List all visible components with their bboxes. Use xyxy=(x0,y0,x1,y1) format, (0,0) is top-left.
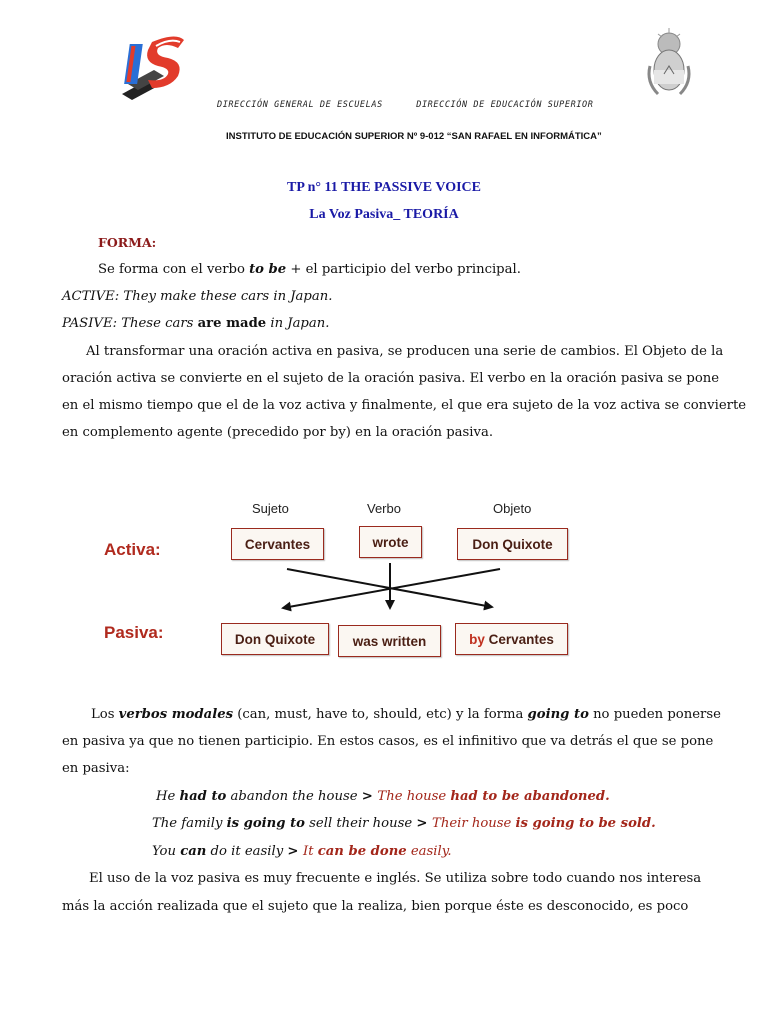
para1-line1: Al transformar una oración activa en pasiva, se producen una serie de cambios. El Objeto de la xyxy=(86,344,724,359)
box-active-subject: Cervantes xyxy=(231,528,324,560)
forma-heading: FORMA: xyxy=(98,235,157,250)
modales-line1: Los verbos modales (can, must, have to, should, etc) y la forma going to no pueden ponerse xyxy=(91,707,721,722)
box-active-object: Don Quixote xyxy=(457,528,568,560)
box-passive-verb: was written xyxy=(338,625,441,657)
para2-line1: El uso de la voz pasiva es muy frecuente e inglés. Se utiliza sobre todo cuando nos interesa xyxy=(89,871,702,886)
para1-line3: en el mismo tiempo que el de la voz activa y finalmente, el que era sujeto de la voz activa se convierte xyxy=(62,398,747,413)
page-subtitle: La Voz Pasiva_ TEORÍA xyxy=(309,207,459,222)
box-active-verb: wrote xyxy=(359,526,422,558)
modales-line3: en pasiva: xyxy=(62,761,130,776)
example-going-to: The family is going to sell their house > Their house is going to be sold. xyxy=(152,816,656,831)
coat-of-arms-seal xyxy=(644,26,694,100)
ies-logo xyxy=(118,28,188,100)
modales-line2: en pasiva ya que no tienen participio. En estos casos, es el infinitivo que va detrás el que se pone xyxy=(62,734,714,749)
para2-line2: más la acción realizada que el sujeto que la realiza, bien porque éste es desconocido, es poco xyxy=(62,899,689,914)
active-example: ACTIVE: They make these cars in Japan. xyxy=(62,289,333,304)
page-title: TP n° 11 THE PASSIVE VOICE xyxy=(287,180,481,195)
forma-rule: Se forma con el verbo to be + el participio del verbo principal. xyxy=(98,262,521,277)
diagram-col-subject: Sujeto xyxy=(252,501,289,516)
header-direccion-superior: DIRECCIÓN DE EDUCACIÓN SUPERIOR xyxy=(416,100,594,110)
example-had-to: He had to abandon the house > The house had to be abandoned. xyxy=(156,789,610,804)
box-passive-agent: by Cervantes xyxy=(455,623,568,655)
header-direccion-general: DIRECCIÓN GENERAL DE ESCUELAS xyxy=(217,100,383,110)
passive-example: PASIVE: These cars are made in Japan. xyxy=(62,316,330,331)
box-passive-subject: Don Quixote xyxy=(221,623,329,655)
diagram-col-object: Objeto xyxy=(493,501,532,516)
para1-line2: oración activa se convierte en el sujeto de la oración pasiva. El verbo en la oración pasiva se pone xyxy=(62,371,720,386)
example-can: You can do it easily > It can be done easily. xyxy=(152,844,452,859)
para1-line4: en complemento agente (precedido por by) en la oración pasiva. xyxy=(62,425,494,440)
diagram-passive-label: Pasiva: xyxy=(104,623,164,642)
diagram-col-verb: Verbo xyxy=(367,501,401,516)
institute-name: INSTITUTO DE EDUCACIÓN SUPERIOR Nº 9-012 “SAN RAFAEL EN INFORMÁTICA” xyxy=(226,131,602,142)
diagram-active-label: Activa: xyxy=(104,540,161,559)
